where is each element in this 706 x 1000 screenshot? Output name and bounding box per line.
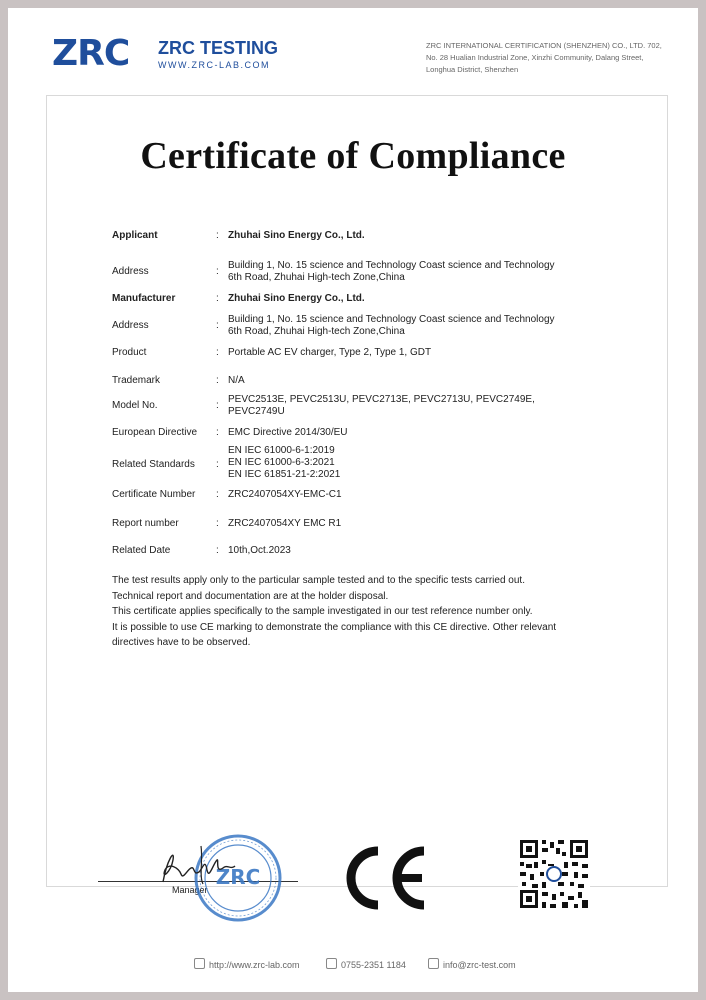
field-value: 10th,Oct.2023: [228, 545, 291, 556]
field-value: Zhuhai Sino Energy Co., Ltd.: [228, 293, 365, 304]
signature-label: Manager: [172, 885, 208, 895]
globe-icon: [194, 958, 205, 969]
field-label: Trademark: [112, 375, 160, 386]
footer-phone-text: 0755-2351 1184: [341, 960, 406, 970]
field-separator: :: [216, 489, 219, 500]
field-value: Zhuhai Sino Energy Co., Ltd.: [228, 230, 365, 241]
field-label: Product: [112, 347, 147, 358]
field-separator: :: [216, 230, 219, 241]
field-value: EMC Directive 2014/30/EU: [228, 427, 348, 438]
field-value: ZRC2407054XY-EMC-C1: [228, 489, 342, 500]
logo-url: WWW.ZRC-LAB.COM: [158, 60, 270, 70]
field-label: Address: [112, 266, 149, 277]
note-line: This certificate applies specifically to the sample investigated in our test reference number only.: [112, 606, 533, 617]
handwritten-signature-icon: [153, 840, 243, 895]
footer-email-text: info@zrc-test.com: [443, 960, 516, 970]
field-separator: :: [216, 545, 219, 556]
compliance-notes: [112, 573, 572, 651]
field-label: Address: [112, 320, 149, 331]
note-line: The test results apply only to the particular sample tested and to the specific tests carried out.: [112, 575, 525, 586]
company-address: ZRC INTERNATIONAL CERTIFICATION (SHENZHEN) CO., LTD. 702, No. 28 Hualian Industrial Zone, Xinzhi Community, Dalang Street, Longhua District, Shenzhen: [426, 41, 662, 74]
field-label: Applicant: [112, 230, 158, 241]
field-separator: :: [216, 293, 219, 304]
field-label: European Directive: [112, 427, 198, 438]
phone-icon: [326, 958, 337, 969]
field-value: N/A: [228, 375, 245, 386]
field-label: Report number: [112, 518, 179, 529]
stamp-text: ZRC: [215, 865, 261, 889]
field-value: PEVC2513E, PEVC2513U, PEVC2713E, PEVC2713U, PEVC2749E, PEVC2749U: [228, 394, 535, 417]
field-separator: :: [216, 266, 219, 277]
email-icon: [428, 958, 439, 969]
field-separator: :: [216, 459, 219, 470]
footer-email[interactable]: [428, 958, 516, 970]
field-separator: :: [216, 347, 219, 358]
field-separator: :: [216, 400, 219, 411]
footer: [8, 958, 698, 978]
field-value: Building 1, No. 15 science and Technology Coast science and Technology 6th Road, Zhuhai High-tech Zone,China: [228, 314, 555, 337]
field-separator: :: [216, 320, 219, 331]
field-separator: :: [216, 427, 219, 438]
footer-phone[interactable]: [326, 958, 406, 970]
field-value: Portable AC EV charger, Type 2, Type 1, GDT: [228, 347, 432, 358]
header: [8, 8, 698, 88]
zrc-logo: [52, 33, 278, 74]
qr-code-icon: [518, 838, 590, 910]
certificate-title: Certificate of Compliance: [140, 135, 566, 177]
field-label: Certificate Number: [112, 489, 196, 500]
field-label: Manufacturer: [112, 293, 176, 304]
field-label: Related Standards: [112, 459, 195, 470]
field-separator: :: [216, 375, 219, 386]
certificate-sheet: [8, 8, 698, 992]
field-separator: :: [216, 518, 219, 529]
field-value: ZRC2407054XY EMC R1: [228, 518, 342, 529]
note-line: It is possible to use CE marking to demonstrate the compliance with this CE directive. Other relevant directives have to be observed.: [112, 621, 557, 648]
field-value: Building 1, No. 15 science and Technology Coast science and Technology 6th Road, Zhuhai High-tech Zone,China: [228, 260, 555, 283]
field-label: Model No.: [112, 400, 158, 411]
note-line: Technical report and documentation are at the holder disposal.: [112, 590, 389, 602]
footer-website[interactable]: [194, 958, 300, 970]
field-value: EN IEC 61000-6-1:2019 EN IEC 61000-6-3:2021 EN IEC 61851-21-2:2021: [228, 445, 341, 480]
logo-mark: ZRC: [52, 33, 130, 74]
footer-website-text: http://www.zrc-lab.com: [209, 960, 300, 970]
field-label: Related Date: [112, 545, 171, 556]
ce-mark-icon: [340, 843, 430, 913]
logo-name: ZRC TESTING: [158, 38, 278, 58]
